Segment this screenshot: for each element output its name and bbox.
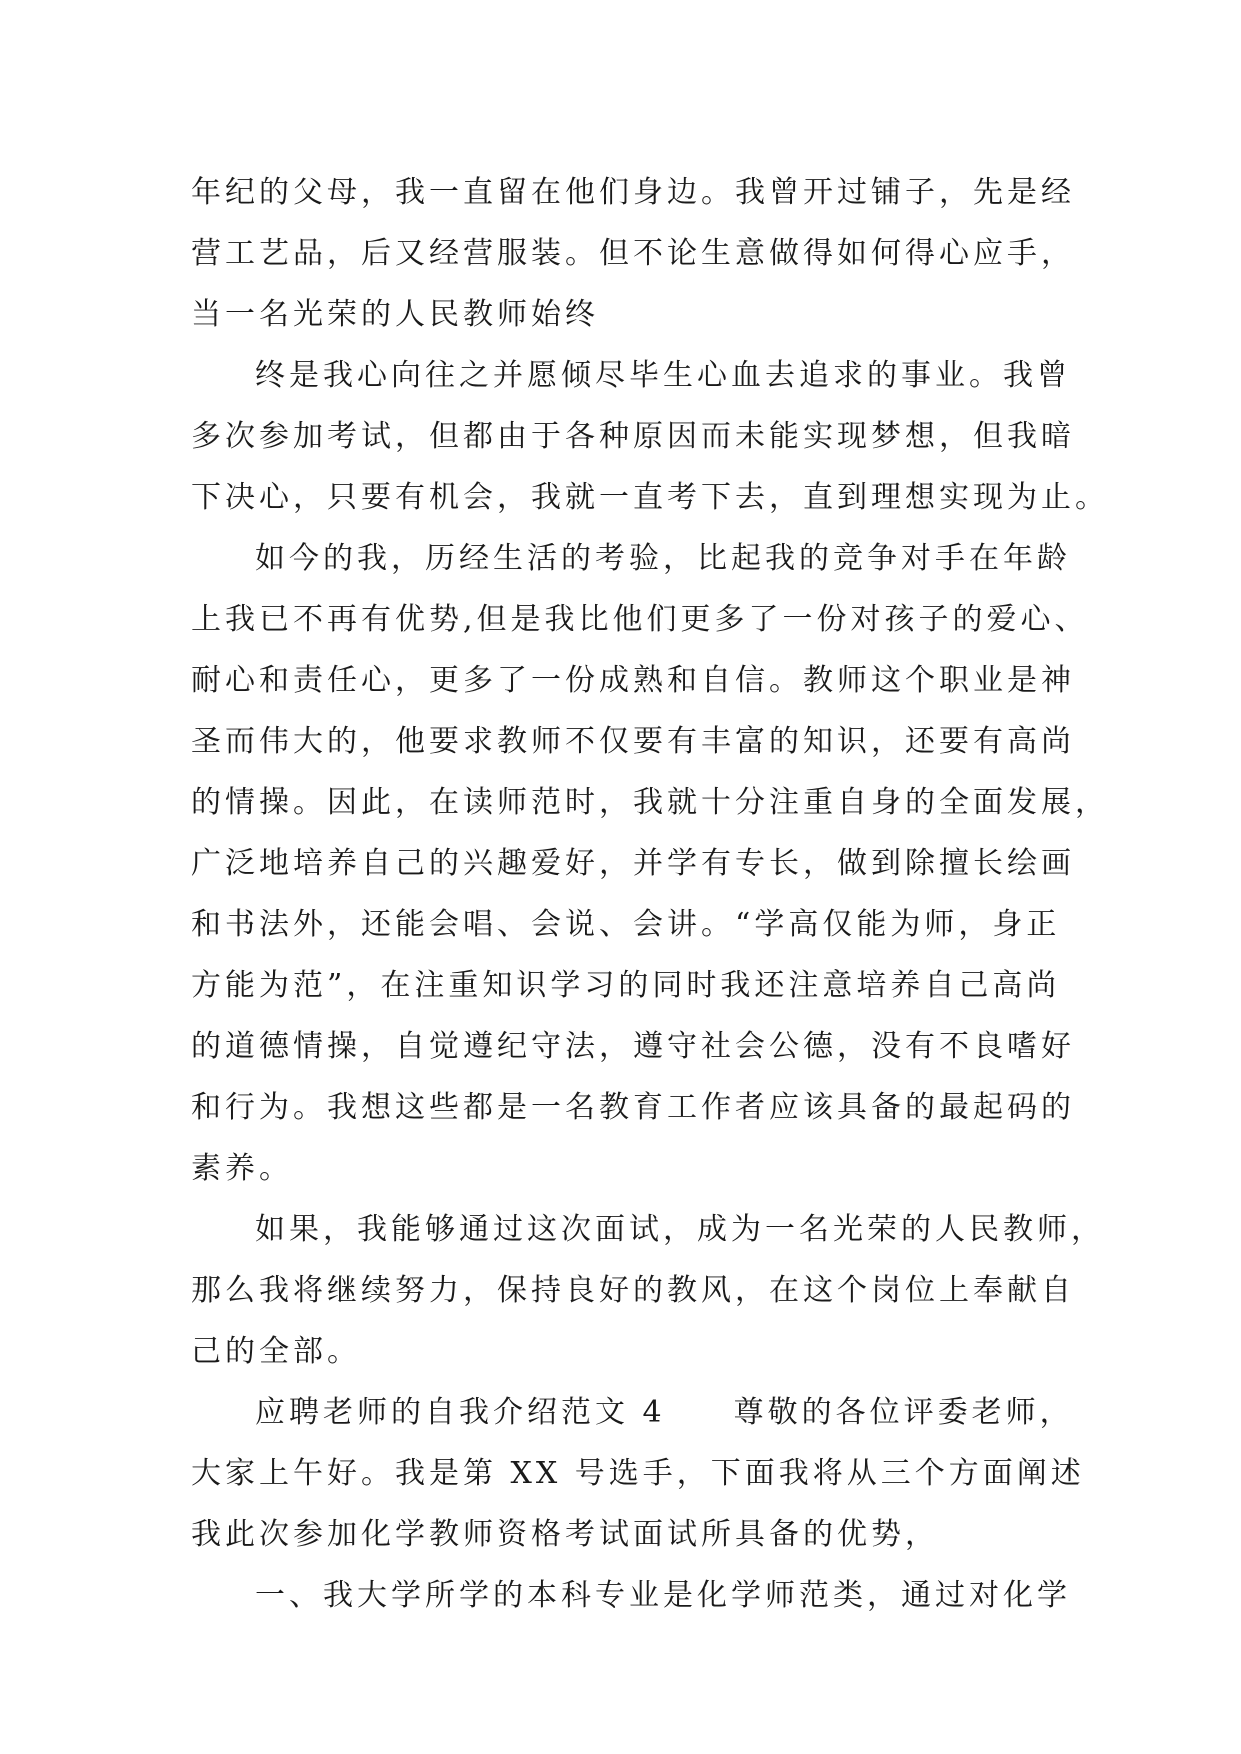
text-line: 终是我心向往之并愿倾尽毕生心血去追求的事业。我曾 [255, 358, 1071, 393]
paragraph-3 [191, 528, 1109, 1199]
text-line: 那么我将继续努力，保持良好的教风，在这个岗位上奉献自 [191, 1273, 1075, 1308]
text-line: 的情操。因此，在读师范时，我就十分注重自身的全面发展， [191, 785, 1109, 820]
document-body [191, 162, 1109, 1626]
text-line: 如今的我，历经生活的考验，比起我的竞争对手在年龄 [255, 541, 1071, 576]
text-line: 素养。 [191, 1151, 293, 1186]
paragraph-5 [191, 1382, 1085, 1565]
text-line: 方能为范”，在注重知识学习的同时我还注意培养自己高尚 [191, 968, 1061, 1003]
text-line: 营工艺品，后又经营服装。但不论生意做得如何得心应手， [191, 236, 1075, 271]
text-line: 己的全部。 [191, 1334, 361, 1369]
paragraph-6 [191, 1565, 1071, 1626]
text-line: 的道德情操，自觉遵纪守法，遵守社会公德，没有不良嗜好 [191, 1029, 1075, 1064]
text-line: 如果，我能够通过这次面试，成为一名光荣的人民教师， [255, 1212, 1105, 1247]
paragraph-2 [191, 345, 1109, 528]
text-line: 圣而伟大的，他要求教师不仅要有丰富的知识，还要有高尚 [191, 724, 1075, 759]
paragraph-4 [191, 1199, 1105, 1382]
text-line: 应聘老师的自我介绍范文 4 尊敬的各位评委老师， [255, 1395, 1074, 1430]
text-line: 和行为。我想这些都是一名教育工作者应该具备的最起码的 [191, 1090, 1075, 1125]
text-line: 一、我大学所学的本科专业是化学师范类，通过对化学 [255, 1578, 1071, 1613]
text-line: 上我已不再有优势,但是我比他们更多了一份对孩子的爱心、 [191, 602, 1089, 637]
text-line: 多次参加考试，但都由于各种原因而未能实现梦想，但我暗 [191, 419, 1075, 454]
text-line: 广泛地培养自己的兴趣爱好，并学有专长，做到除擅长绘画 [191, 846, 1075, 881]
text-line: 下决心，只要有机会，我就一直考下去，直到理想实现为止。 [191, 480, 1109, 515]
text-line: 当一名光荣的人民教师始终 [191, 297, 599, 332]
text-line: 我此次参加化学教师资格考试面试所具备的优势， [191, 1517, 939, 1552]
text-line: 大家上午好。我是第 XX 号选手，下面我将从三个方面阐述 [191, 1456, 1085, 1491]
text-line: 和书法外，还能会唱、会说、会讲。“学高仅能为师，身正 [191, 907, 1061, 942]
text-line: 年纪的父母，我一直留在他们身边。我曾开过铺子，先是经 [191, 175, 1075, 210]
text-line: 耐心和责任心，更多了一份成熟和自信。教师这个职业是神 [191, 663, 1075, 698]
paragraph-1 [191, 162, 1075, 345]
